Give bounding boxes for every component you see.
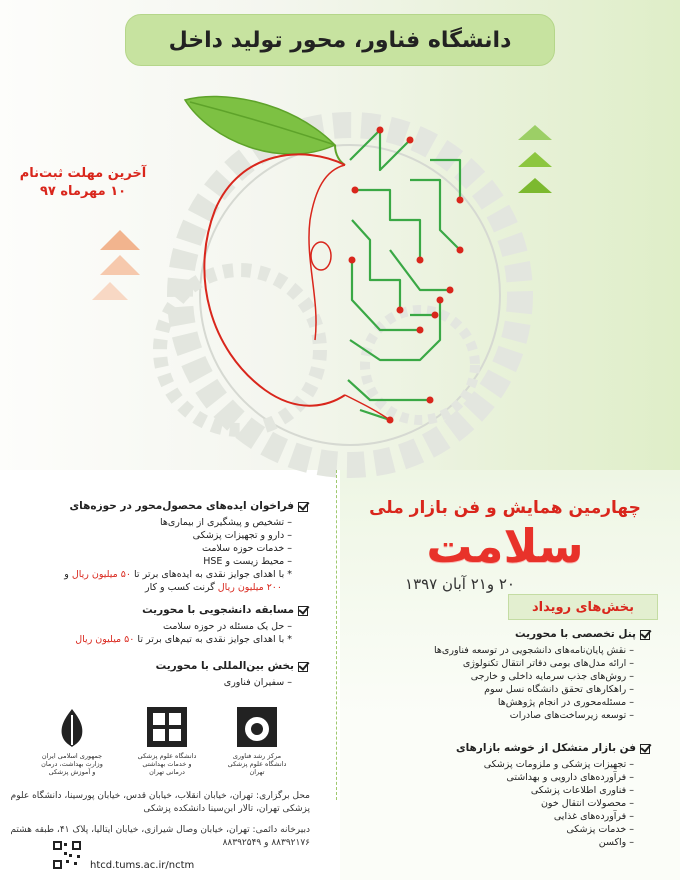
website-link[interactable]: htcd.tums.ac.ir/nctm [90,860,195,871]
market-section [370,742,650,849]
page-title: دانشگاه فناور، محور تولید داخل [168,27,512,53]
list-item: – محیط زیست و HSE [18,555,292,568]
event-date: ۲۰ و۲۱ آبان ۱۳۹۷ [405,575,515,593]
checkbox-icon [640,630,650,640]
deadline-label: آخرین مهلت ثبت‌نام [19,166,147,181]
call-ideas-heading: فراخوان ایده‌های محصول‌محور در حوزه‌های [69,500,294,512]
list-item: – محصولات انتقال خون [370,797,634,810]
list-item: – خدمات حوزه سلامت [18,542,292,555]
checkbox-icon [640,744,650,754]
triangle-decor-icon [92,125,552,300]
list-item: – توسعه زیرساخت‌های صادرات [370,709,634,722]
list-item: – تشخیص و پیشگیری از بیماری‌ها [18,516,292,529]
list-item: – فناوری اطلاعات پزشکی [370,784,634,797]
checkbox-icon [298,502,308,512]
iran-emblem-icon [52,705,92,749]
list-item: – تجهیزات پزشکی و ملزومات پزشکی [370,758,634,771]
iran-emblem-logo: جمهوری اسلامی ایران وزارت بهداشت، درمان و آموزش پزشکی [40,705,104,776]
list-item: – حل یک مسئله در حوزه سلامت [18,620,292,633]
list-item: – نقش پایان‌نامه‌های دانشجویی در توسعه فناوری‌ها [370,644,634,657]
list-item: – فرآورده‌های دارویی و بهداشتی [370,771,634,784]
qr-code-icon [52,840,82,870]
gear-icon [160,125,520,465]
apple-circuit-illustration [90,60,590,480]
sections-label: بخش‌های رویداد [531,599,635,615]
growth-center-emblem-icon [235,705,279,749]
venue-address: محل برگزاری: تهران، خیابان انقلاب، خیابان قدس، خیابان پورسینا، دانشگاه علوم پزشکی تهران، تالار ابن‌سینا دانشکده پزشکی [10,791,310,814]
prize-note: * با اهدای جوایز نقدی به تیم‌های برتر تا ۵۰ میلیون ریال [18,633,292,646]
list-item: – فرآورده‌های غذایی [370,810,634,823]
list-item: – ارائه مدل‌های بومی دفاتر انتقال تکنولوژی [370,657,634,670]
grant-note: ۲۰۰ میلیون ریال گرنت کسب و کار [145,582,282,593]
event-name: سلامت [426,519,584,573]
event-subtitle: چهارمین همایش و فن بازار ملی [369,498,641,518]
panel-heading: پنل تخصصی با محوریت [514,628,636,640]
checkbox-icon [298,662,308,672]
apple-outline [204,154,345,405]
panel-section [370,628,650,722]
international-heading: بخش بین‌المللی با محوریت [155,660,294,672]
list-item: – راهکارهای تحقق دانشگاه نسل سوم [370,683,634,696]
sponsor-logos [40,705,290,785]
title-banner [125,14,555,66]
column-divider [336,470,337,800]
event-title-block [360,498,650,574]
university-logo: دانشگاه علوم پزشکی و خدمات بهداشتی درمانی تهران [135,705,199,776]
secretariat-address: دبیرخانه دائمی: تهران، خیابان وصال شیرازی، خیابان ایتالیا، پلاک ۴۱، طبقه هشتم ۸۸۳۹۲۱۷۶ و ۸۸۳۹۲۵۴۹ [10,825,310,848]
student-contest-heading: مسابقه دانشجویی با محوریت [142,604,294,616]
market-heading: فن بازار متشکل از خوشه بازارهای [455,742,636,754]
list-item: – مسئله‌محوری در انجام پژوهش‌ها [370,696,634,709]
list-item: – خدمات پزشکی [370,823,634,836]
list-item: – دارو و تجهیزات پزشکی [18,529,292,542]
growth-center-logo: مرکز رشد فناوری دانشگاه علوم پزشکی تهران [225,705,289,776]
list-item: – روش‌های جذب سرمایه داخلی و خارجی [370,670,634,683]
list-item: – واکسن [370,836,634,849]
prize-note: * با اهدای جوایز نقدی به ایده‌های برتر تا ۵۰ میلیون ریال و [18,568,292,581]
checkbox-icon [298,606,308,616]
university-emblem-icon [145,705,189,749]
call-ideas-section [18,500,308,594]
deadline-date: ۱۰ مهرماه ۹۷ [39,184,127,199]
sections-banner [508,594,658,620]
international-section [18,660,308,689]
list-item: – سفیران فناوری [18,676,292,689]
student-contest-section [18,604,308,646]
